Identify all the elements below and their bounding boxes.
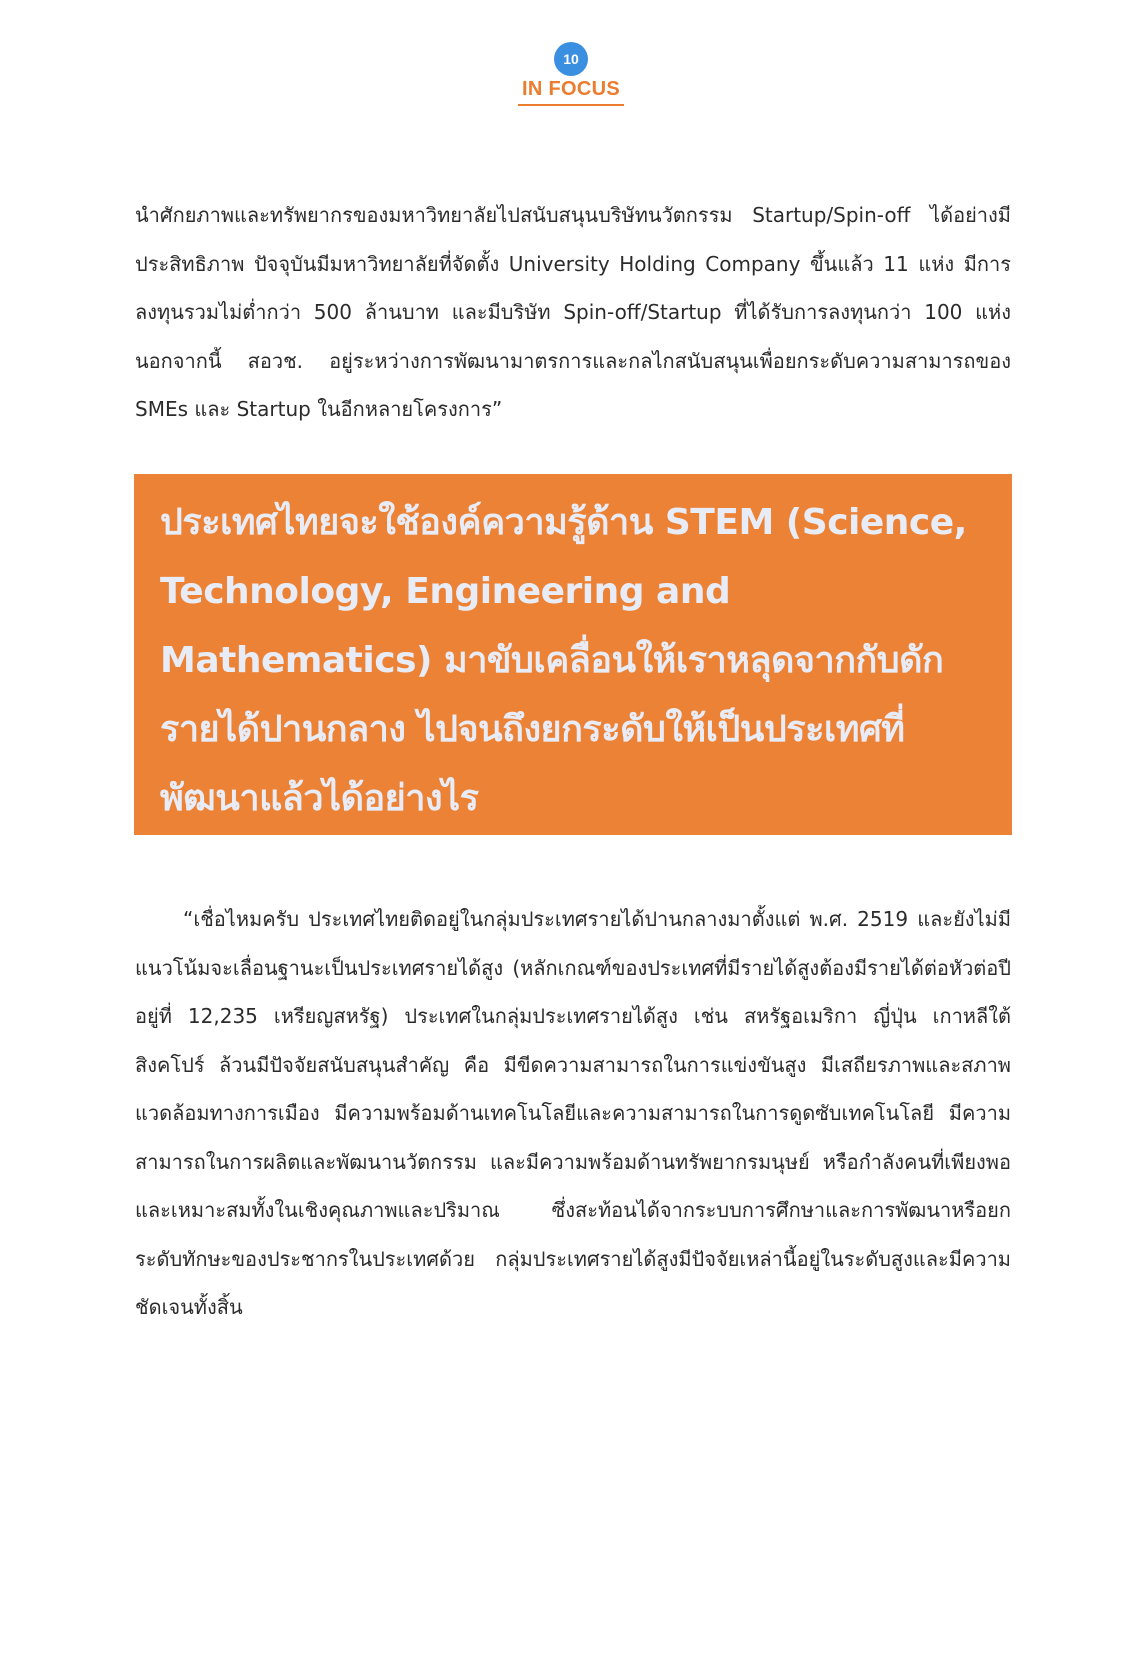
callout-question: ประเทศไทยจะใช้องค์ความรู้ด้าน STEM (Science, Technology, Engineering and Mathematics) มาขับเคลื่อนให้เราหลุดจากกับดักรายได้ปานกลาง ไปจนถึงยกระดับให้เป็นประเทศที่พัฒนาแล้วได้อย่างไร <box>160 502 967 819</box>
page-number-badge: 10 <box>554 42 588 76</box>
page-header <box>0 42 1142 106</box>
section-label: IN FOCUS <box>518 78 624 106</box>
body-paragraph-2: “เชื่อไหมครับ ประเทศไทยติดอยู่ในกลุ่มประเทศรายได้ปานกลางมาตั้งแต่ พ.ศ. 2519 และยังไม่มีแนวโน้มจะเลื่อนฐานะเป็นประเทศรายได้สูง (หลักเกณฑ์ของประเทศที่มีรายได้สูงต้องมีรายได้ต่อหัวต่อปีอยู่ที่ 12,235 เหรียญสหรัฐ) ประเทศในกลุ่มประเทศรายได้สูง เช่น สหรัฐอเมริกา ญี่ปุ่น เกาหลีใต้ สิงคโปร์ ล้วนมีปัจจัยสนับสนุนสำคัญ คือ มีขีดความสามารถในการแข่งขันสูง มีเสถียรภาพและสภาพแวดล้อมทางการเมือง มีความพร้อมด้านเทคโนโลยีและความสามารถในการดูดซับเทคโนโลยี มีความสามารถในการผลิตและพัฒนานวัตกรรม และมีความพร้อมด้านทรัพยากรมนุษย์ หรือกำลังคนที่เพียงพอและเหมาะสมทั้งในเชิงคุณภาพและปริมาณ ซึ่งสะท้อนได้จากระบบการศึกษาและการพัฒนาหรือยกระดับทักษะของประชากรในประเทศด้วย กลุ่มประเทศรายได้สูงมีปัจจัยเหล่านี้อยู่ในระดับสูงและมีความชัดเจนทั้งสิ้น <box>135 907 1011 1319</box>
callout-box <box>134 474 1012 835</box>
body-paragraph-1: นำศักยภาพและทรัพยากรของมหาวิทยาลัยไปสนับสนุนบริษัทนวัตกรรม Startup/Spin-off ได้อย่างมีประสิทธิภาพ ปัจจุบันมีมหาวิทยาลัยที่จัดตั้ง University Holding Company ขึ้นแล้ว 11 แห่ง มีการลงทุนรวมไม่ต่ำกว่า 500 ล้านบาท และมีบริษัท Spin-off/Startup ที่ได้รับการลงทุนกว่า 100 แห่ง นอกจากนี้ สอวช. อยู่ระหว่างการพัฒนามาตรการและกลไกสนับสนุนเพื่อยกระดับความสามารถของ SMEs และ Startup ในอีกหลายโครงการ” <box>135 203 1011 421</box>
